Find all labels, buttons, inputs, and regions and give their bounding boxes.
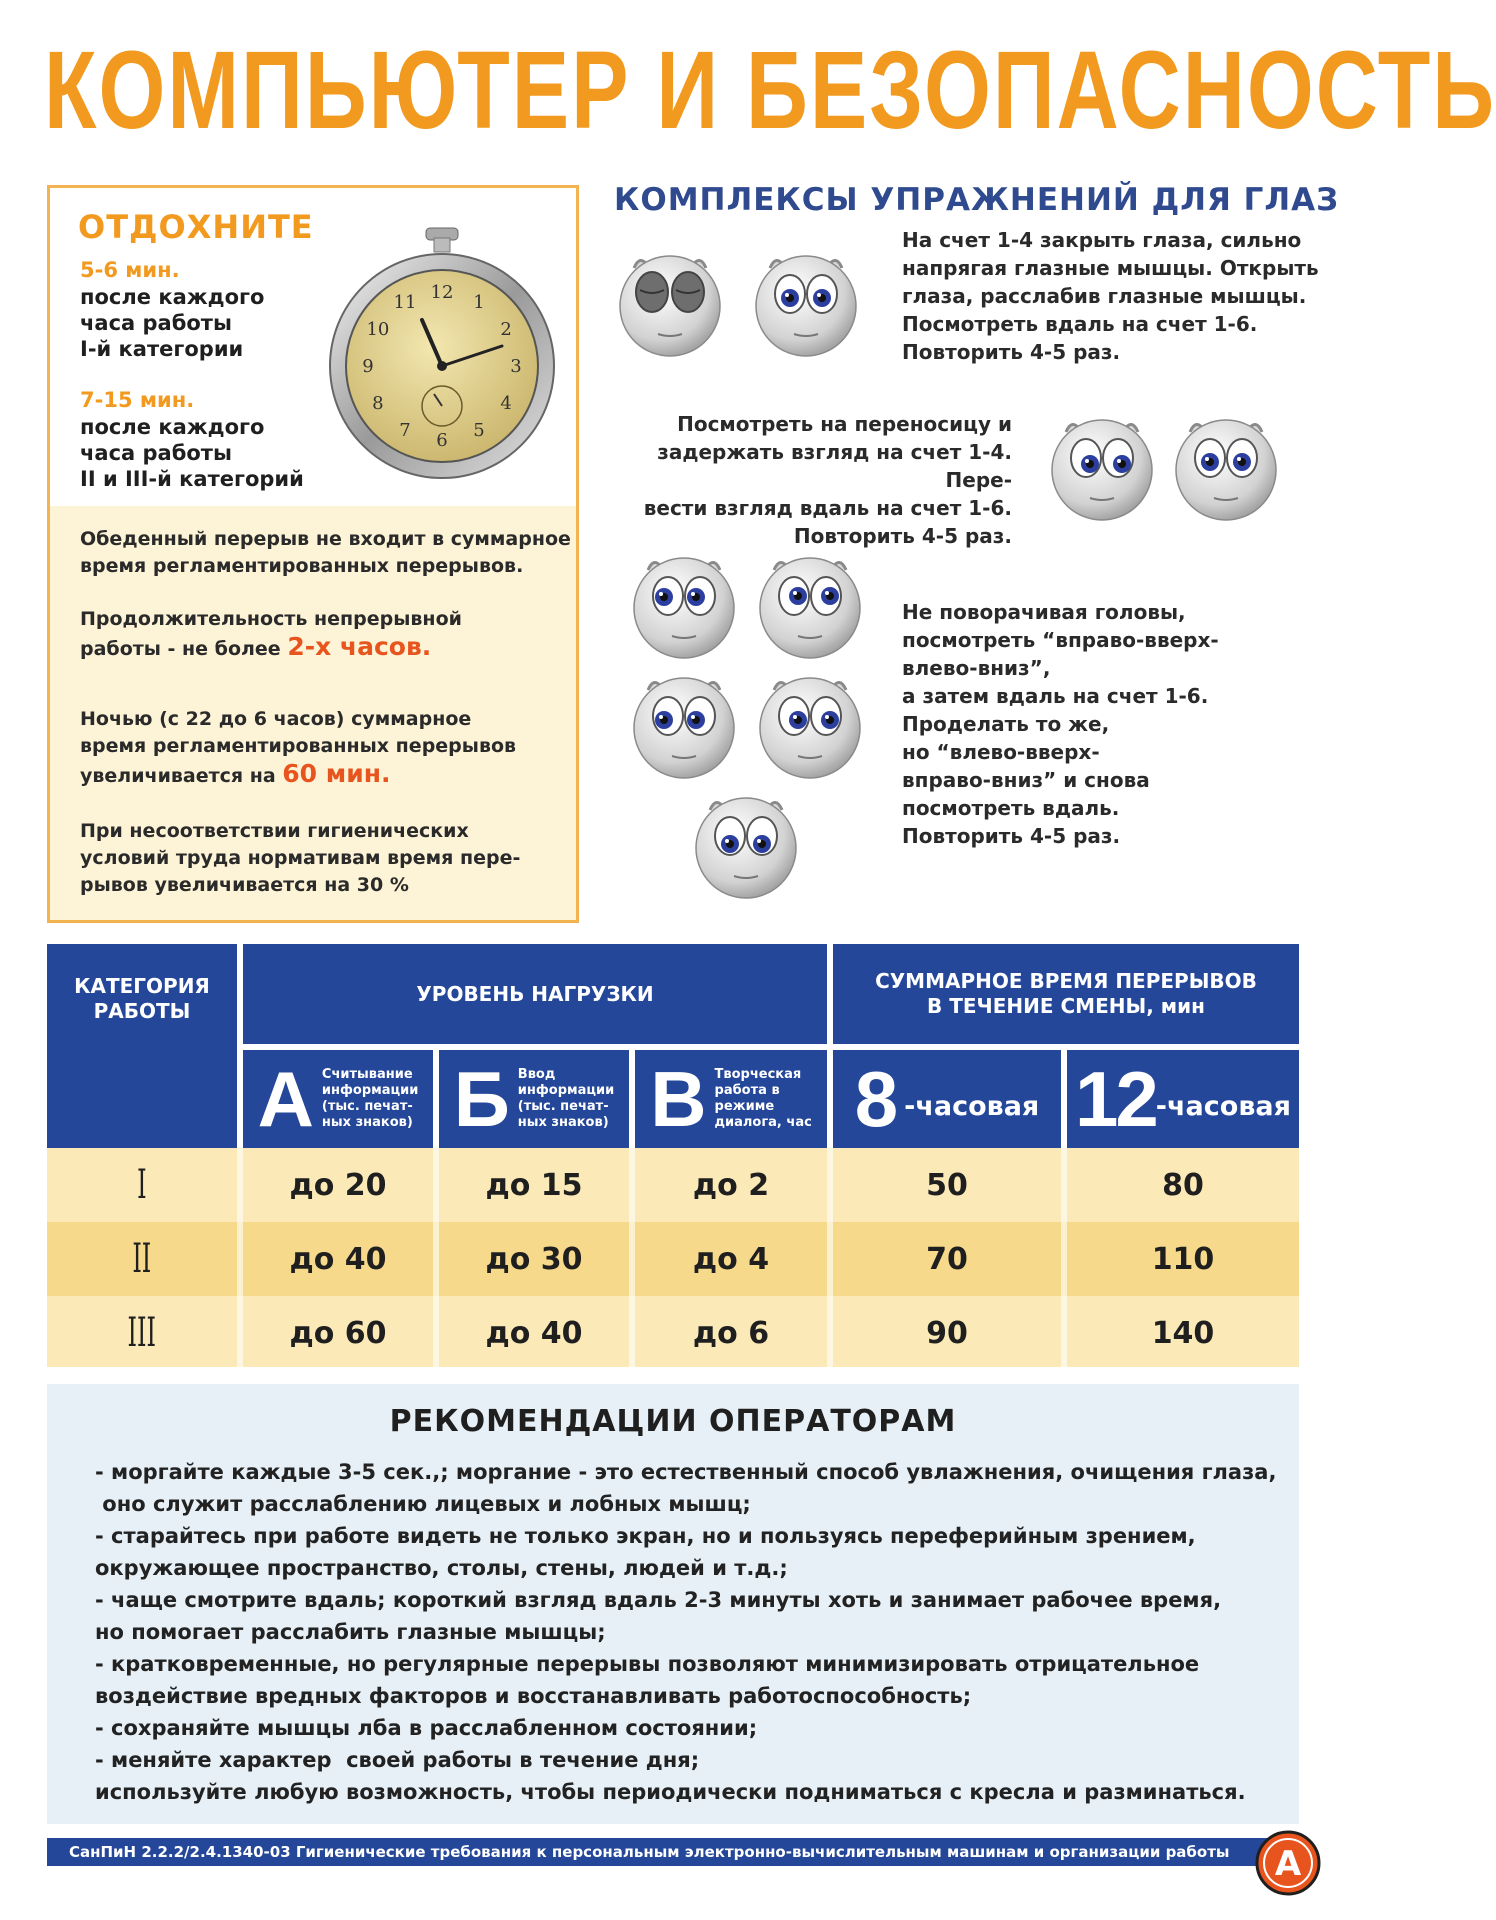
face-eyes-right-icon [754, 668, 866, 780]
breaks-table [47, 944, 1299, 1367]
recommendations-title: РЕКОМЕНДАЦИИ ОПЕРАТОРАМ [389, 1404, 957, 1439]
header-12h: 12 -часовая [1067, 1050, 1299, 1148]
rest-time-1: 5-6 мин. [80, 258, 180, 282]
svg-text:А: А [1274, 1844, 1302, 1884]
table-cell: до 40 [289, 1241, 387, 1277]
recommendation-line: - кратковременные, но регулярные перерывы позволяют минимизировать отрицательное [95, 1652, 1200, 1676]
rest-text-2: после каждого часа работы II и III-й категорий [80, 415, 304, 491]
recommendation-line: - моргайте каждые 3-5 сек.,; моргание - это естественный способ увлажнения, очищения глаза, [95, 1460, 1277, 1484]
table-cell: 90 [926, 1315, 968, 1351]
table-cell: до 4 [692, 1241, 770, 1277]
footer-sanpin: СанПиН 2.2.2/2.4.1340-03 Гигиенические требования к персональным электронно-вычислительным машинам и организации работы [47, 1838, 1275, 1866]
table-cell: до 60 [289, 1315, 387, 1351]
rest-paragraph-3: Ночью (с 22 до 6 часов) суммарное время регламентированных перерывов увеличивается на 60 мин. [80, 708, 517, 788]
header-group-a: А Считывание информации (тыс. печат- ных знаков) [243, 1050, 433, 1148]
table-cell: 110 [1151, 1241, 1215, 1277]
recommendations-list [95, 1456, 1285, 1808]
recommendation-line: - старайтесь при работе видеть не только экран, но и пользуясь переферийным зрением, [95, 1524, 1196, 1548]
table-cell: 80 [1162, 1167, 1204, 1203]
rest-paragraph-4: При несоответствии гигиенических условий труда нормативам время пере- рывов увеличивается на 30 % [80, 820, 521, 896]
clock-number: 4 [500, 393, 512, 414]
rest-panel [47, 185, 579, 923]
clock-number: 7 [399, 420, 411, 442]
exercise-1-text: На счет 1-4 закрыть глаза, сильно напрягая глазные мышцы. Открыть глаза, расслабив глазные мышцы. Посмотреть вдаль на счет 1-6. Повторить 4-5 раз. [902, 228, 1319, 364]
face-eyes-up-left-icon [628, 548, 740, 660]
clock-number: 10 [366, 319, 390, 340]
recommendations-panel [47, 1384, 1299, 1824]
face-eyes-open-icon [750, 246, 862, 358]
category-cell: I [137, 1162, 147, 1208]
header-group-c: В Творческая работа в режиме диалога, час [635, 1050, 827, 1148]
highlight-2h: 2-х часов. [287, 632, 432, 661]
header-group-b: Б Ввод информации (тыс. печат- ных знаков) [439, 1050, 629, 1148]
exercises-title: КОМПЛЕКСЫ УПРАЖНЕНИЙ ДЛЯ ГЛАЗ [614, 182, 1340, 218]
header-8h: 8 -часовая [833, 1050, 1061, 1148]
exercise-3-text: Не поворачивая головы, посмотреть “вправо-вверх- влево-вниз”, а затем вдаль на счет 1-6. Проделать то же, но “влево-вверх- вправо-вниз” и снова посмотреть вдаль. Повторить 4-5 раз. [902, 600, 1219, 848]
exercise-2-text: Посмотреть на переносицу и задержать взгляд на счет 1-4. Пере- вести взгляд вдаль на счет 1-6. Повторить 4-5 раз. [643, 412, 1012, 548]
face-eyes-down-icon [690, 788, 802, 900]
recommendation-line: - сохраняйте мышцы лба в расслабленном состоянии; [95, 1716, 758, 1740]
table-cell: до 15 [485, 1167, 583, 1203]
table-cell: 140 [1151, 1315, 1215, 1351]
recommendation-line: используйте любую возможность, чтобы периодически подниматься с кресла и разминаться. [95, 1780, 1246, 1804]
clock-number: 12 [430, 282, 454, 303]
table-cell: до 30 [485, 1241, 583, 1277]
face-eyes-cross-icon [1046, 410, 1158, 522]
face-eyes-left-icon [628, 668, 740, 780]
table-cell: до 2 [692, 1167, 770, 1203]
clock-number: 3 [510, 356, 522, 377]
table-cell: 70 [926, 1241, 968, 1277]
category-cell: II [132, 1236, 152, 1282]
header-category: КАТЕГОРИЯ РАБОТЫ [47, 944, 237, 1148]
header-load: УРОВЕНЬ НАГРУЗКИ [243, 944, 827, 1044]
header-total: СУММАРНОЕ ВРЕМЯ ПЕРЕРЫВОВ В ТЕЧЕНИЕ СМЕНЫ, мин [833, 944, 1299, 1044]
rest-title: ОТДОХНИТЕ [78, 208, 314, 246]
clock-number: 9 [362, 356, 374, 377]
publisher-logo-icon [1255, 1830, 1321, 1896]
recommendation-line: - чаще смотрите вдаль; короткий взгляд вдаль 2-3 минуты хоть и занимает рабочее время, [95, 1588, 1222, 1612]
clock-number: 8 [372, 393, 384, 414]
rest-paragraph-2: Продолжительность непрерывной работы - не более 2-х часов. [80, 608, 462, 661]
table-row [47, 1148, 1299, 1222]
recommendation-line: но помогает расслабить глазные мышцы; [95, 1620, 606, 1644]
face-eyes-up-right-icon [754, 548, 866, 660]
rest-paragraph-1: Обеденный перерыв не входит в суммарное время регламентированных перерывов. [80, 528, 571, 577]
face-eyes-far-icon [1170, 410, 1282, 522]
recommendation-line: воздействие вредных факторов и восстанавливать работоспособность; [95, 1684, 972, 1708]
clock-number: 11 [393, 291, 417, 313]
table-cell: до 6 [692, 1315, 770, 1351]
recommendation-line: - меняйте характер своей работы в течение дня; [95, 1748, 700, 1772]
page-title: КОМПЬЮТЕР И БЕЗОПАСНОСТЬ [44, 29, 1496, 153]
table-cell: до 40 [485, 1315, 583, 1351]
table-cell: до 20 [289, 1167, 387, 1203]
highlight-60min: 60 мин. [282, 759, 391, 788]
recommendation-line: оно служит расслаблению лицевых и лобных мышц; [95, 1492, 751, 1516]
table-row [47, 1296, 1299, 1367]
clock-number: 2 [500, 319, 512, 340]
clock-number: 1 [473, 291, 485, 313]
rest-text-1: после каждого часа работы I-й категории [80, 285, 265, 361]
recommendation-line: окружающее пространство, столы, стены, людей и т.д.; [95, 1556, 788, 1580]
clock-number: 6 [436, 430, 448, 451]
rest-time-2: 7-15 мин. [80, 388, 195, 412]
clock-number: 5 [473, 420, 485, 442]
category-cell: III [127, 1310, 157, 1356]
table-cell: 50 [926, 1167, 968, 1203]
stopwatch-icon [322, 228, 562, 478]
face-eyes-closed-icon [614, 246, 726, 358]
table-row [47, 1222, 1299, 1296]
